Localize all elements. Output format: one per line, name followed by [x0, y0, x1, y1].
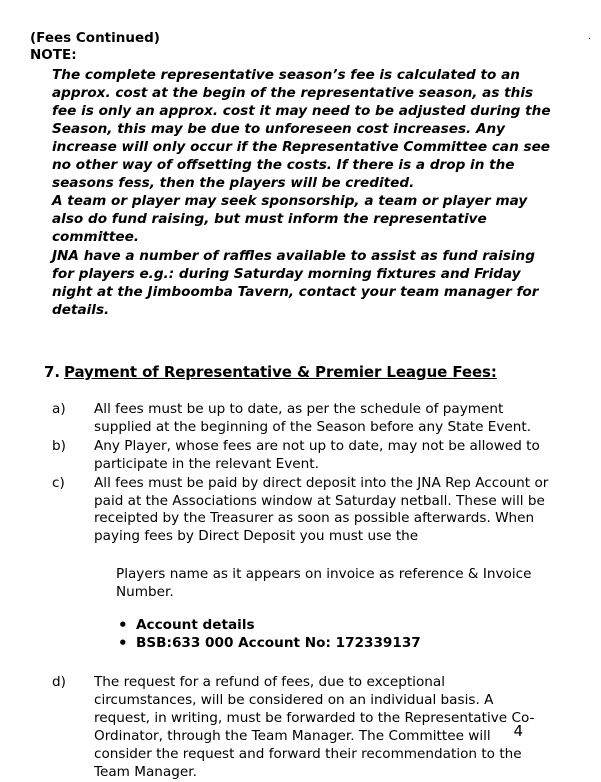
- fees-continued-heading: (Fees Continued): [30, 30, 160, 46]
- note-block: [52, 66, 557, 319]
- list-item: [52, 674, 565, 782]
- page-number: 4: [513, 722, 523, 740]
- list-item-text: Any Player, whose fees are not up to date, may not be allowed to participate in the relevant Event.: [94, 437, 540, 472]
- list-item-text: The request for a refund of fees, due to exceptional circumstances, will be considered on an individual basis. A request, in writing, must be forwarded to the Representative Co-Ordinator, through the Team Manager. The Committee will consider the request and forward their recommendation to the Team Manager.: [94, 674, 535, 780]
- note-paragraph: JNA have a number of raffles available to assist as fund raising for players e.g.: during Saturday morning fixtures and Friday night at the Jimboomba Tavern, contact your team manager for details.: [52, 247, 539, 318]
- note-paragraph: A team or player may seek sponsorship, a team or player may also do fund raising, but must inform the representative committee.: [52, 193, 528, 246]
- list-item-label: d): [52, 674, 66, 691]
- list-item: [52, 475, 565, 547]
- list-item-label: a): [52, 400, 66, 417]
- account-details-bullets: [116, 616, 565, 652]
- list-item: [52, 401, 565, 437]
- list-item-text: All fees must be paid by direct deposit into the JNA Rep Account or paid at the Associations window at Saturday netball. These will be receipted by the Treasurer as soon as possible afterwards. When paying fees by Direct Deposit you must use the: [94, 474, 549, 545]
- list-item-label: c): [52, 474, 65, 491]
- section-number: 7.: [44, 362, 61, 381]
- list-item-label: b): [52, 437, 66, 454]
- note-paragraph: The complete representative season’s fee is calculated to an approx. cost at the begin of the representative season, as this fee is only an approx. cost it may need to be adjusted during the Season, this may be due to unforeseen cost increases. Any increase will only occur if the Representative Committee can see no other way of offsetting the costs. If there is a drop in the seasons fess, then the players will be credited.: [52, 66, 551, 192]
- continuation-paragraph: Players name as it appears on invoice as reference & Invoice Number.: [116, 566, 532, 601]
- corner-mark: .: [587, 31, 591, 42]
- bullet-item: • Account details: [116, 616, 565, 634]
- section-heading: [30, 363, 565, 381]
- list-item-text: All fees must be up to date, as per the schedule of payment supplied at the beginning of the Season before any State Event.: [94, 400, 532, 435]
- section-title: Payment of Representative & Premier League Fees:: [64, 362, 497, 381]
- list-item: [52, 438, 565, 474]
- note-label: NOTE:: [30, 46, 77, 63]
- clause-list: [52, 401, 565, 782]
- bullet-item: • BSB:633 000 Account No: 172339137: [116, 634, 565, 652]
